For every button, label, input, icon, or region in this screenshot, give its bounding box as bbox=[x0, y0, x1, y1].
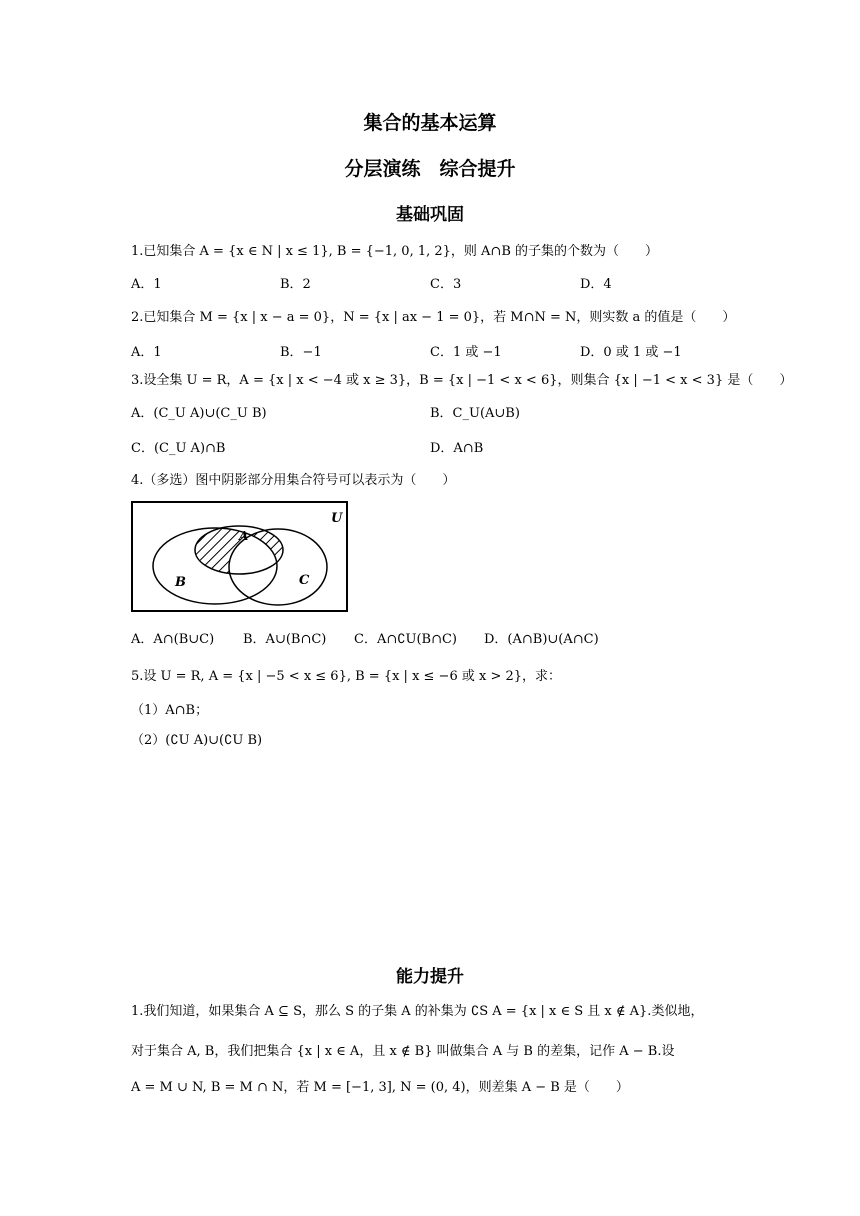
question-1-stem: 1.已知集合 A = {x ∈ N | x ≤ 1}, B = {−1, 0, 1, 2}，则 A∩B 的子集的个数为（ ） bbox=[131, 244, 659, 259]
advanced-q1-line-1: 1.我们知道，如果集合 A ⊆ S，那么 S 的子集 A 的补集为 ∁S A = {x | x ∈ S 且 x ∉ A}.类似地， bbox=[131, 1004, 704, 1019]
question-5-stem: 5.设 U = R, A = {x | −5 < x ≤ 6}, B = {x | x ≤ −6 或 x > 2}，求： bbox=[131, 669, 562, 684]
question-2-stem: 2.已知集合 M = {x | x − a = 0}，N = {x | ax − 1 = 0}，若 M∩N = N，则实数 a 的值是（ ） bbox=[131, 310, 736, 325]
label-a: A bbox=[239, 529, 249, 543]
question-4-option-c: C．A∩∁U(B∩C) bbox=[354, 632, 457, 647]
section-heading-advanced: 能力提升 bbox=[396, 967, 464, 987]
page-subtitle: 分层演练 综合提升 bbox=[344, 158, 516, 180]
question-3-option-b: B．C_U(A∪B) bbox=[430, 406, 520, 421]
question-1-option-d: D．4 bbox=[580, 277, 612, 292]
question-3-stem: 3.设全集 U = R，A = {x | x < −4 或 x ≥ 3}，B = {x | −1 < x < 6}，则集合 {x | −1 < x < 3} 是（ ） bbox=[131, 373, 793, 388]
question-1-option-b: B．2 bbox=[280, 277, 311, 292]
page-title: 集合的基本运算 bbox=[363, 112, 497, 134]
venn-diagram-svg bbox=[131, 500, 349, 614]
question-3-option-c: C．(C_U A)∩B bbox=[131, 441, 226, 456]
section-heading-basic: 基础巩固 bbox=[396, 205, 464, 225]
venn-diagram bbox=[131, 500, 349, 614]
question-5-part-2: （2）(∁U A)∪(∁U B) bbox=[131, 733, 263, 748]
question-1-option-a: A．1 bbox=[131, 277, 162, 292]
question-4-option-d: D．(A∩B)∪(A∩C) bbox=[484, 632, 599, 647]
question-1-option-c: C．3 bbox=[430, 277, 462, 292]
advanced-q1-line-2: 对于集合 A, B，我们把集合 {x | x ∈ A，且 x ∉ B} 叫做集合 A 与 B 的差集，记作 A − B.设 bbox=[131, 1044, 675, 1059]
question-2-option-d: D．0 或 1 或 −1 bbox=[580, 345, 682, 360]
question-5-part-1: （1）A∩B； bbox=[131, 703, 209, 718]
question-2-option-a: A．1 bbox=[131, 345, 162, 360]
label-b: B bbox=[175, 575, 186, 590]
question-2-option-c: C．1 或 −1 bbox=[430, 345, 502, 360]
advanced-q1-line-3: A = M ∪ N, B = M ∩ N，若 M = [−1, 3], N = (0, 4)，则差集 A − B 是（ ） bbox=[131, 1080, 629, 1095]
question-2-option-b: B．−1 bbox=[280, 345, 322, 360]
question-4-option-b: B．A∪(B∩C) bbox=[243, 632, 327, 647]
label-c: C bbox=[299, 573, 310, 588]
question-3-option-a: A．(C_U A)∪(C_U B) bbox=[131, 406, 267, 421]
label-u: U bbox=[331, 511, 343, 526]
question-4-option-a: A．A∩(B∪C) bbox=[131, 632, 215, 647]
question-3-option-d: D．A∩B bbox=[430, 441, 484, 456]
question-4-stem: 4.（多选）图中阴影部分用集合符号可以表示为（ ） bbox=[131, 473, 456, 488]
